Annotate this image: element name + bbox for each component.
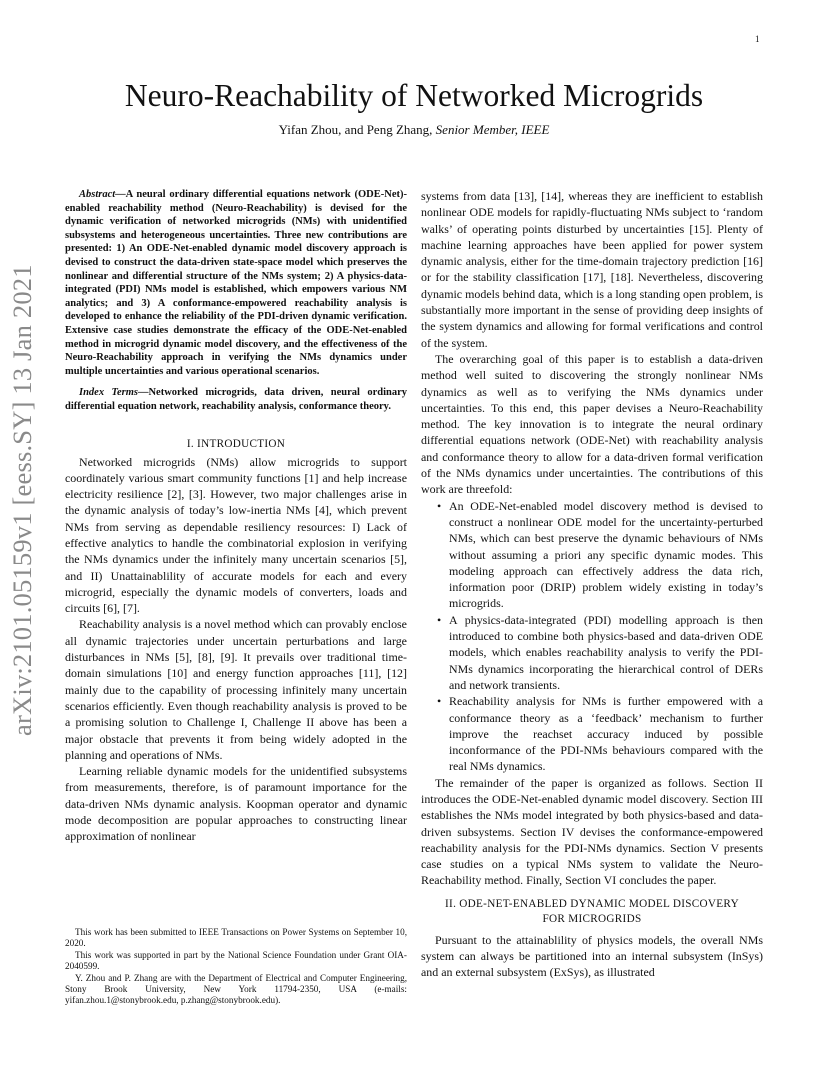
- abstract-lead: Abstract: [79, 189, 116, 200]
- right-paragraph-2: The overarching goal of this paper is to establish a data-driven method well suited to discovering the strongly nonlinear NMs dynamics as well as to verifying the NMs dynamics under uncertainties. To this end, this paper devises a Neuro-Reachability method. The key innovation is to integrate the neural ordinary differential equations network (ODE-Net) with reachability analysis and conformance theory to allow for a data-driven formal verification of the NMs dynamics under uncertainties. The contributions of this work are threefold:: [421, 351, 763, 497]
- right-paragraph-1: systems from data [13], [14], whereas they are inefficient to establish nonlinear ODE models for rapidly-fluctuating NMs subject to ‘random walks’ of operating points disturbed by uncertainties [15]. Plenty of machine learning approaches have been applied for power system dynamic analysis, either for the time-domain trajectory prediction [16] or for the stability classification [17], [18]. Nevertheless, discovering dynamic models behind data, which is a long standing open problem, is substantially more important in the sense of providing deep insights of the system dynamics and allowing for formal verifications and control of the system.: [421, 189, 763, 350]
- intro-paragraph-3: Learning reliable dynamic models for the unidentified subsystems from measurements, therefore, is of paramount importance for the data-driven NMs dynamic analysis. Koopman operator and dynamic mode decomposition are popular approaches to constructing linear approximation of nonlinear: [65, 764, 407, 844]
- footnote-submission: This work has been submitted to IEEE Transactions on Power Systems on September 10, 2020.: [65, 927, 407, 949]
- page-number: 1: [755, 34, 760, 44]
- paper-title: Neuro-Reachability of Networked Microgrids: [124, 78, 704, 113]
- right-column: [421, 188, 763, 981]
- index-terms: [65, 386, 407, 413]
- abstract: [65, 188, 407, 378]
- arxiv-stamp: arXiv:2101.05159v1 [eess.SY] 13 Jan 2021: [7, 264, 37, 736]
- right-paragraph-3: The remainder of the paper is organized as follows. Section II introduces the ODE-Net-enabled dynamic model discovery. Section III establishes the NMs model integrated by both physics-based and data-driven subsystems. Section IV devises the conformance-empowered reachability analysis for the PDI-NMs dynamics. Section V presents case studies on a typical NMs system to validate the Neuro-Reachability method. Finally, Section VI concludes the paper.: [421, 775, 763, 888]
- list-item: • Reachability analysis for NMs is further empowered with a conformance theory as a ‘feedback’ mechanism to further improve the reachset accuracy induced by possible inconformance of the PDI-NMs behaviours compared with the real NMs dynamics.: [449, 693, 763, 774]
- left-column: [65, 188, 407, 845]
- contributions-list: [421, 498, 763, 775]
- section-2-title-line-2: FOR MICROGRIDS: [542, 913, 642, 926]
- author-role: Senior Member, IEEE: [435, 122, 550, 137]
- right-paragraph-4: Pursuant to the attainablility of physics models, the overall NMs system can always be partitioned into an internal subsystem (InSys) and an external subsystem (ExSys), as illustrated: [421, 932, 763, 980]
- intro-paragraph-2: Reachability analysis is a novel method which can provably enclose all dynamic trajectories under uncertain perturbations and large disturbances in NMs [5], [8], [9]. It prevails over traditional time-domain simulations [10] and energy function approaches [11], [12] mainly due to the capability of processing infinitely many uncertain scenarios efficiently. Even though reachability analysis is proved to be a promising solution to Challenge I, Challenge II above has been a major obstacle that prevents it from being widely adopted in the planning and operations of NMs.: [65, 617, 407, 762]
- footnotes: [65, 927, 407, 1007]
- author-line: [0, 121, 828, 139]
- index-lead: Index Terms: [79, 387, 138, 399]
- index-text: —Networked microgrids, data driven, neural ordinary differential equation network, reachability analysis, conformance theory.: [65, 387, 407, 412]
- footnote-affiliation: Y. Zhou and P. Zhang are with the Department of Electrical and Computer Engineering, Stony Brook University, New York 11794-2350, USA (e-mails: yifan.zhou.1@stonybrook.edu, p.zhang@stonybrook.edu).: [65, 972, 407, 1006]
- author-names: Yifan Zhou, and Peng Zhang,: [278, 122, 436, 137]
- list-item: • A physics-data-integrated (PDI) modelling approach is then introduced to combine both physics-based and data-driven ODE models, which enables reachability analysis to verify the PDI-NMs dynamics incorporating the hierarchical control of DERs and network transients.: [449, 612, 763, 693]
- intro-paragraph-1: Networked microgrids (NMs) allow microgrids to support coordinately various smart community functions [1] and help increase electricity resilience [2], [3]. However, two major challenges arise in the dynamic analysis of today’s low-inertia NMs [4], which prevent NMs from serving as dependable resiliency resources: I) Lack of effective analytics to handle the combinatorial explosion in verifying the NMs dynamics under the infinitely many uncertain scenarios [5], and II) Unattainablility of accurate models for each and every microgrid, especially the dynamic models of converters, loads and circuits [6], [7].: [65, 454, 407, 616]
- abstract-text: —A neural ordinary differential equations network (ODE-Net)-enabled reachability method (Neuro-Reachability) is devised for the dynamic verification of networked microgrids (NMs) with unidentified subsystems and heterogeneous uncertainties. Three new contributions are presented: 1) An ODE-Net-enabled dynamic model discovery approach is devised to construct the data-driven state-space model which preserves the nonlinear and differential structure of the NMs system; 2) A physics-data-integrated (PDI) NMs model is established, which empowers various NM analytics; and 3) A conformance-empowered reachability analysis is developed to enhance the reliability of the PDI-driven dynamic verification. Extensive case studies demonstrate the efficacy of the ODE-Net-enabled method in microgrid dynamic model discovery, and the effectiveness of the Neuro-Reachability approach in verifying the NMs dynamics under multiple uncertainties and various operational scenarios.: [65, 189, 407, 377]
- list-item: • An ODE-Net-enabled model discovery method is devised to construct a nonlinear ODE model for the uncertainty-perturbed NMs, which can best preserve the dynamic behaviours of NMs without assuming a priori any specific dynamic modes. This modeling approach can effectively address the data rich, information poor (DRIP) problem widely existing in today’s microgrids.: [449, 498, 763, 612]
- section-2-title-line-1: II. ODE-NET-ENABLED DYNAMIC MODEL DISCOVERY: [445, 897, 739, 910]
- section-heading-introduction: I. INTRODUCTION: [186, 437, 286, 450]
- footnote-funding: This work was supported in part by the National Science Foundation under Grant OIA-2040599.: [65, 949, 407, 972]
- section-heading-2: [421, 897, 763, 928]
